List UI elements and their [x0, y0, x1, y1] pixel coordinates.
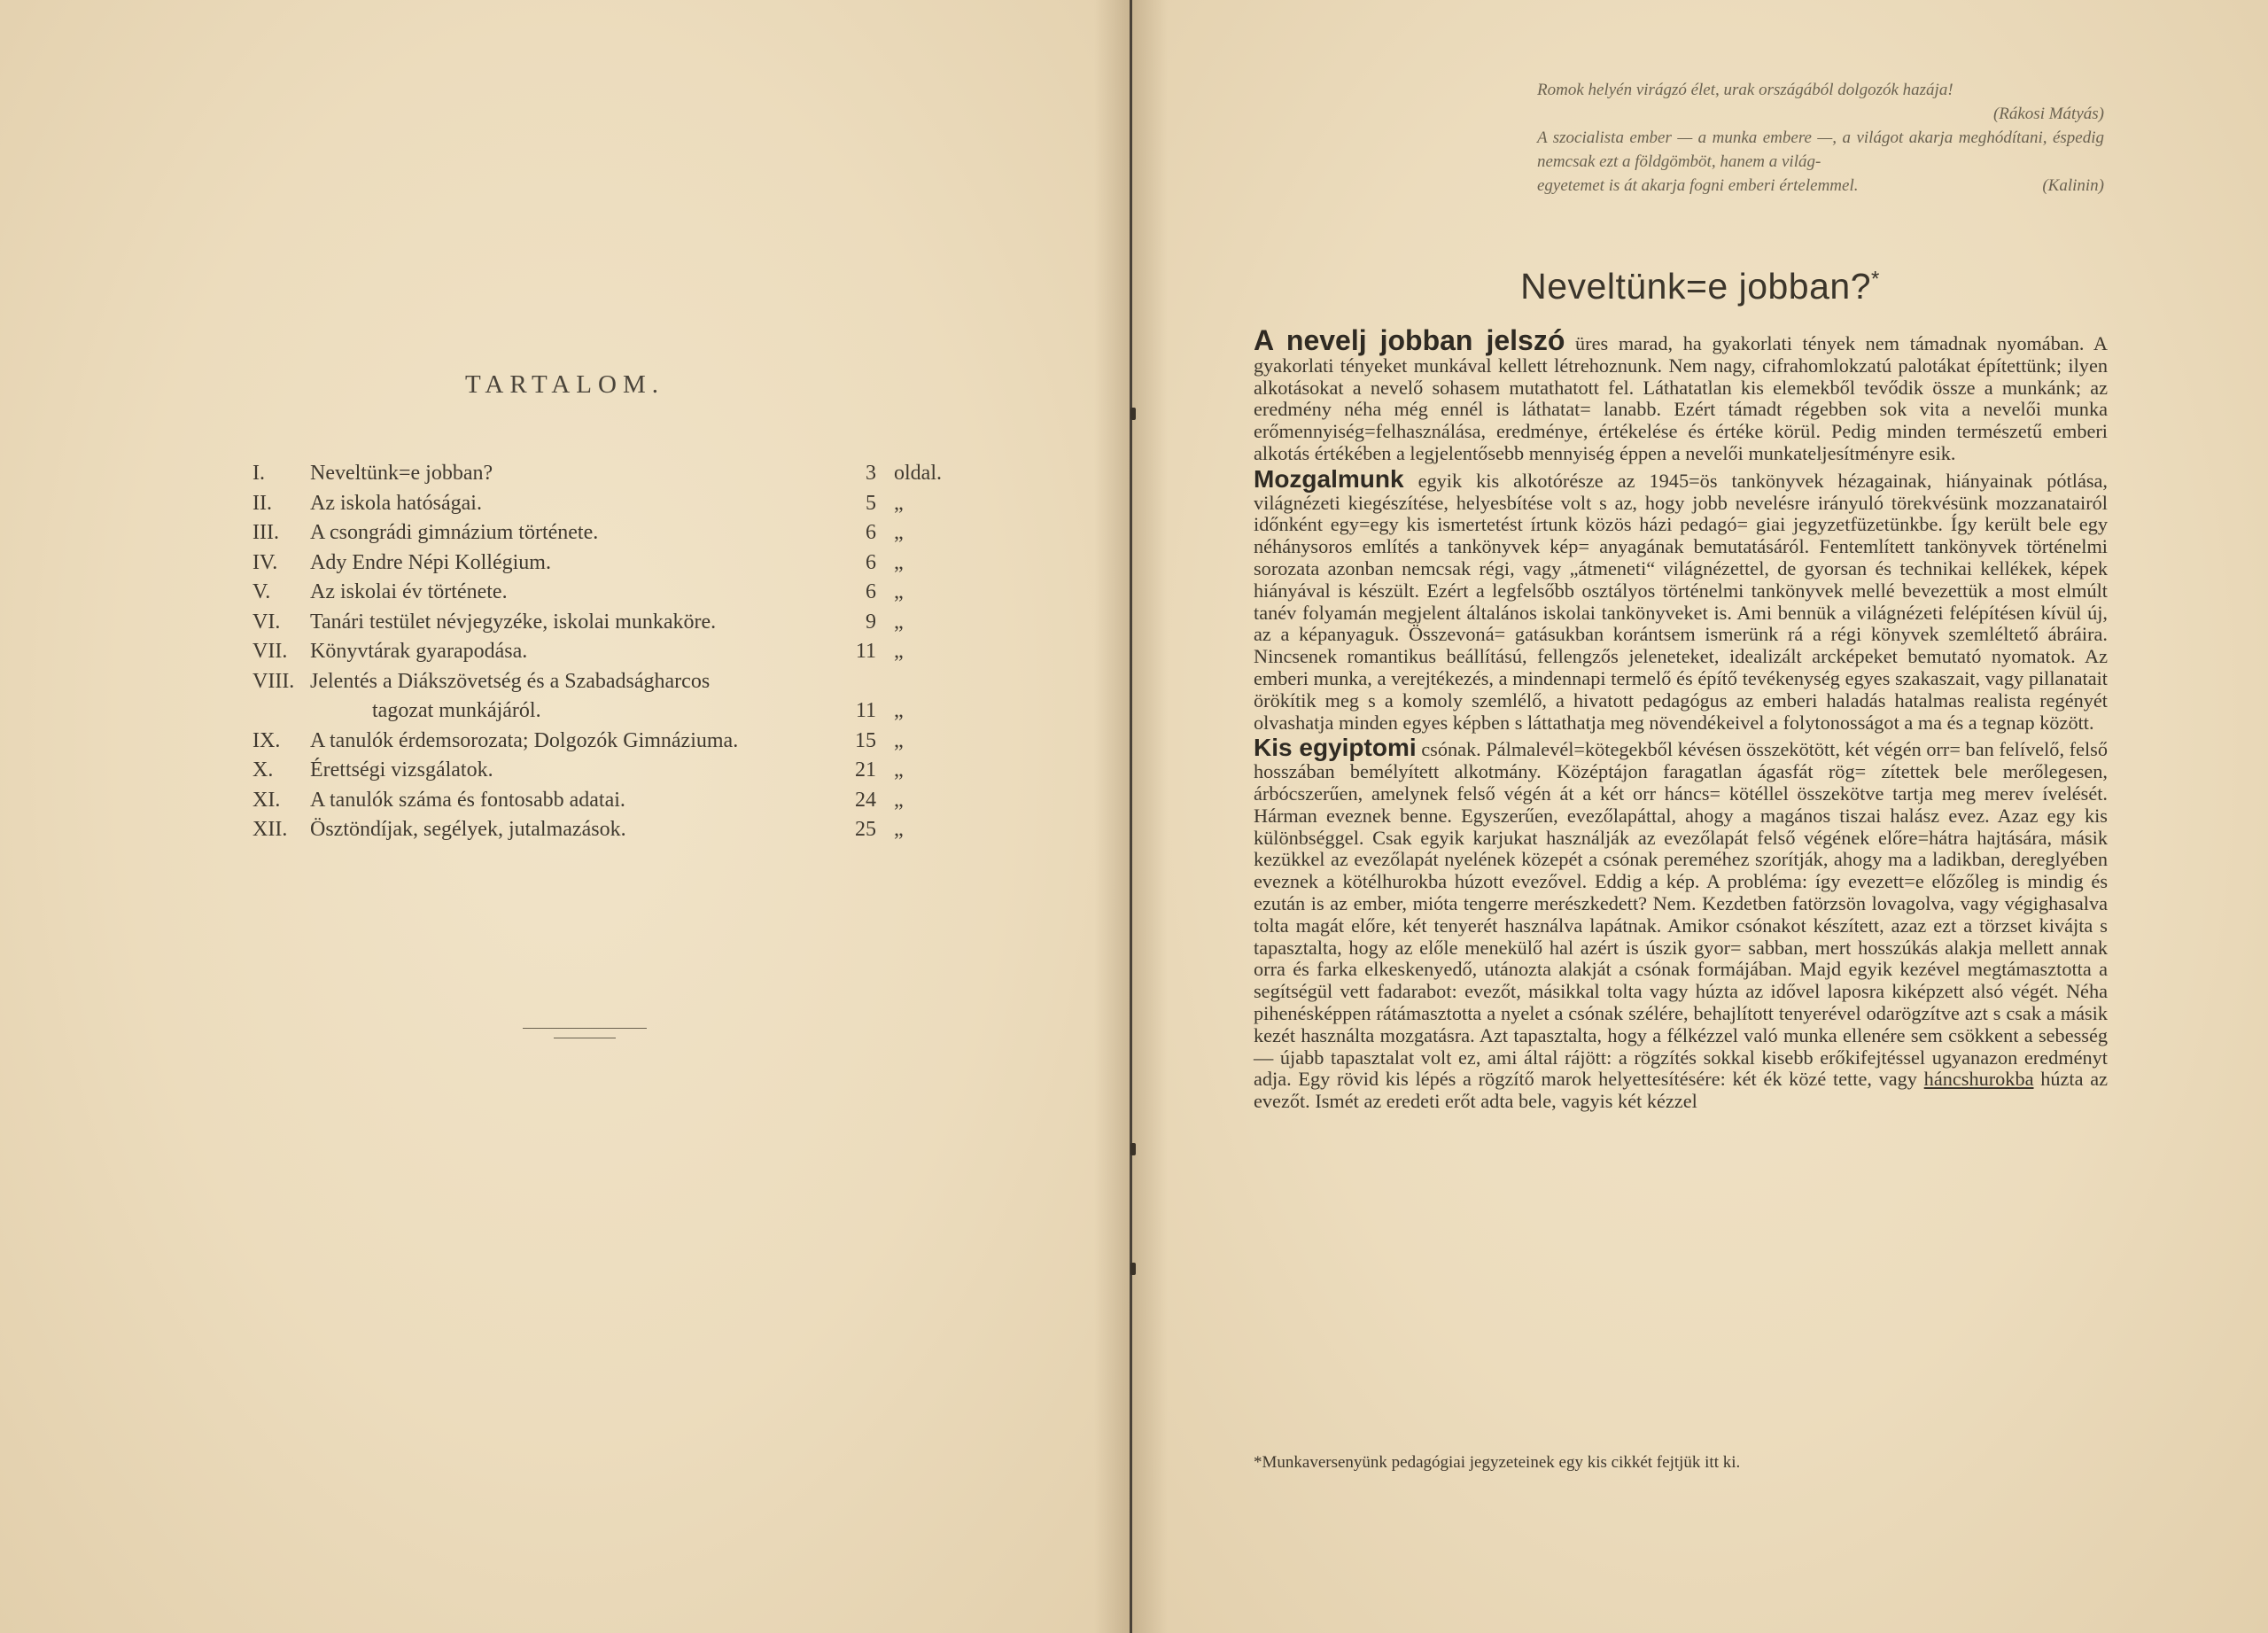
toc-page-number: 6: [866, 550, 876, 574]
toc-number: XI.: [252, 788, 281, 812]
footnote: *Munkaversenyünk pedagógiai jegyzeteinek egy kis cikkét fejtjük itt ki.: [1254, 1453, 1741, 1472]
toc-entry-title: A csongrádi gimnázium története.: [310, 521, 599, 544]
toc-page-number: 11: [855, 640, 876, 663]
toc-page-unit: „: [894, 758, 904, 782]
toc-page-number: 21: [855, 758, 876, 782]
toc-page-number: 25: [855, 818, 876, 841]
toc-number: XII.: [252, 818, 288, 841]
toc-entry-title: Neveltünk=e jobban?: [310, 462, 493, 485]
toc-page-number: 6: [866, 580, 876, 603]
article-body: [1254, 324, 2109, 1116]
article-title: [1132, 266, 2268, 307]
toc-entry: [252, 518, 952, 548]
toc-entry-title-line1: Jelentés a Diákszövetség és a Szabadságharcos: [310, 669, 711, 693]
toc-entry: [252, 548, 952, 579]
toc-number: IV.: [252, 550, 278, 574]
epigraph-quote-1: Romok helyén virágzó élet, urak országából dolgozók hazája!: [1537, 81, 1953, 99]
binding-mark: [1130, 1263, 1136, 1275]
toc-page-number: 11: [855, 699, 876, 722]
toc-entry: [252, 786, 952, 816]
toc-page-unit: „: [894, 491, 904, 515]
left-page: [0, 0, 1130, 1633]
toc-entry-title: Az iskolai év története.: [310, 580, 508, 603]
toc-number: X.: [252, 758, 274, 782]
toc-entry-title: Az iskola hatóságai.: [310, 491, 482, 515]
toc-page-unit: „: [894, 818, 904, 841]
toc-page-number: 6: [866, 521, 876, 544]
toc-page-unit: „: [894, 550, 904, 574]
epigraph-quote-2: A szocialista ember — a munka embere —, a világot akarja meghódítani, éspedig nemcsak ezt a földgömböt, hanem a világ-: [1537, 128, 2104, 171]
paragraph-text: egyik kis alkotórésze az 1945=ös tankönyvek hézagainak, hiányainak pótlása, világnézeti kiegészítése, helyesbítése volt s az, hogy jobb nevelésre irányuló törekvésünk mozzanatairól időnként egy=egy kis ismertetést írtunk közös házi pedagó= giai jegyzetfüzetünkbe. Így került bele egy néhánysoros említés a tankönyvek kép= anyagának bemutatásáról. Fentemlített tankönyvek történelmi sorozata azonban nemcsak régi, vagy „átmeneti“ világnézettel, de gyorsan és technikai kellékek, képek hiányával is készült. Ezért a legfelsőbb osztályos történelmi tankönyvek mellé bevezettük a most elmúlt tanév folyamán megjelent általános iskolai tankönyveket is. Ami bennük a világnézeti felépítésen kívül új, az a képanyaguk. Összevoná= gatásukban korántsem ismerünk rá a régi könyvek szemléltető ábráira. Nincsenek romantikus beállítású, fellengzős jeleneteket, idealizált arcképeket bemutató nyomatok. Az emberi munka, a verejtékezés, a mindennapi termelő és építő tevékenység egyes szakaszait, vagy pillanatait örökítik meg s a komoly szemlélő, a hivatott pedagógus az emberi haladás hatalmas realista regényét olvashatja minden egyes képben s láttathatja meg növendékeivel a folytonosságot a ma és a tegnap között.: [1254, 469, 2108, 734]
toc-entry-title-line2: tagozat munkájáról.: [372, 699, 541, 722]
binding-mark: [1130, 408, 1136, 420]
footnote-marker: *: [1871, 267, 1880, 292]
toc-entry: [252, 578, 952, 608]
epigraph-quote-2-end: egyetemet is át akarja fogni emberi értelemmel.: [1537, 176, 1859, 195]
toc-entry-title: A tanulók száma és fontosabb adatai.: [310, 788, 625, 812]
epigraph-attribution-1: (Rákosi Mátyás): [1992, 105, 2104, 123]
epigraph-attribution-2: (Kalinin): [2042, 176, 2104, 195]
toc-number: VIII.: [252, 669, 295, 693]
toc-entry: [252, 815, 952, 845]
paragraph-lead: Mozgalmunk: [1254, 464, 1404, 493]
toc-number: II.: [252, 491, 272, 515]
paragraph-text: üres marad, ha gyakorlati tények nem támadnak nyomában. A gyakorlati tényeket munkával kellett létrehoznunk. Nem nagy, cifrahomlokzatú palotákat építettünk; ilyen alkotásokat a nevelő sohasem mutathatott fel. Láthatatlan kis elemekből tevődik össze a munkánk; az eredmény néha még ennél is láthatat= lanabb. Ezért támadt régebben sok vita a nevelői munka erőmennyiség=felhasználása, eredménye, értékelése és értéke körül. Pedig minden természetű emberi alkotás értékében a legjelentősebb mennyiség éppen a nevelői munkateljesítményre esik.: [1254, 332, 2109, 464]
toc-page-number: 9: [866, 610, 876, 634]
paragraph: [1254, 324, 2109, 465]
toc-number: V.: [252, 580, 271, 603]
toc-page-unit: „: [894, 728, 904, 752]
toc-page-unit: „: [894, 580, 904, 603]
epigraph: [1537, 78, 2104, 198]
toc-entry-title: Ösztöndíjak, segélyek, jutalmazások.: [310, 818, 626, 841]
paragraph-text-end: húzta az evezőt. Ismét az eredeti erőt adta bele, vagyis két kézzel: [1254, 1068, 2108, 1113]
article-title-text: Neveltünk=e jobban?: [1520, 266, 1872, 307]
toc-number: IX.: [252, 728, 281, 752]
toc-entry: [252, 727, 952, 757]
paragraph: [1254, 734, 2108, 1113]
paragraph-lead: Kis egyiptomi: [1254, 734, 1417, 762]
toc-entry-title: Könyvtárak gyarapodása.: [310, 640, 528, 663]
toc-page-unit: „: [894, 610, 904, 634]
toc-entry: [252, 756, 952, 786]
toc-entry: [252, 667, 952, 727]
toc-number: III.: [252, 521, 279, 544]
toc-page-unit: oldal.: [894, 462, 942, 485]
toc-page-number: 24: [855, 788, 876, 812]
epigraph-quote-2-last-line: [1537, 174, 2104, 198]
underlined-word: háncshurokba: [1923, 1068, 2034, 1091]
toc-number: VII.: [252, 640, 288, 663]
toc-title: TARTALOM.: [465, 370, 664, 399]
toc-entry: [252, 459, 952, 489]
toc-entry-title: Érettségi vizsgálatok.: [310, 758, 493, 782]
gutter-shadow: [1094, 0, 1130, 1633]
decorative-rule: [523, 1028, 647, 1029]
gutter-shadow: [1132, 0, 1168, 1633]
toc-page-number: 3: [866, 462, 876, 485]
toc-entry-title: [310, 667, 823, 727]
toc-entry: [252, 637, 952, 667]
toc-entry: [252, 608, 952, 638]
toc-page-unit: „: [894, 699, 904, 722]
paragraph-lead: A nevelj jobban jelszó: [1254, 324, 1565, 356]
toc-entry-title: Tanári testület névjegyzéke, iskolai munkaköre.: [310, 610, 717, 634]
binding-mark: [1130, 1143, 1136, 1155]
toc-number: VI.: [252, 610, 281, 634]
toc-entry-title: Ady Endre Népi Kollégium.: [310, 550, 551, 574]
table-of-contents: [252, 459, 952, 845]
toc-number: I.: [252, 462, 265, 485]
toc-page-unit: „: [894, 640, 904, 663]
paragraph-text: csónak. Pálmalevél=kötegekből kévésen összekötött, két végén orr= ban felívelő, felső hosszában bemélyített alkotmány. Középtájon faragatlan ágasfát rög= zítettek bele merőlegesen, árbócszerűen, amelynek felső végén át a két orr háncs= kötéllel összekötve tartja meg merev ívelését. Hárman eveznek benne. Egyszerűen, evezőlapáttal, ahogy a magános tiszai halász evez. Azaz egy kis különbséggel. Csak egyik karjukat használják az evezőlapát felső végének előre=hátra hajtására, másik kezükkel az evezőlapát nyelének közepét a csónak pereméhez szorítják, ahogy ma a ladikban, dereglyében eveznek a kötélhurokba húzott evezővel. Eddig a kép. A probléma: így evezett=e előzőleg is mindig és ezután is az ember, mióta tengerre merészkedett? Nem. Kezdetben fatörzsön lovagolva, vagy végighasalva tolta magát előre, két tenyerét használva lapátnak. Amikor csónakot készített, azaz ezt a törzset kivájta s tapasztalta, hogy az előle menekülő hal azért is úszik gyor= sabban, mert hosszúkás alakja mellett annak orra és farka elkeskenyedő, utánozta alakját a csónak formájában. Majd egyik kezével megtámasztotta a segítségül vett fadarabot: evezőt, másikkal tolta vagy húzta az idővel laposra kiképzett alsó végét. Néha pihenésképpen rátámasztotta a nyelet a csónak szélére, behajlított tenyerével odarögzítve azt s csak a másik kezét használta mozgatásra. Azt tapasztalta, hogy a félkézzel való munka ellenére sem csökkent a sebesség — újabb tapasztalat volt ez, ami által rájött: a rögzítés sokkal kisebb erőkifejtéssel ugyanazon eredményt adja. Egy rövid kis lépés a rögzítő marok helyettesítésére: két ék közé tette, vagy: [1254, 738, 2108, 1091]
paragraph: [1254, 464, 2108, 735]
toc-page-unit: „: [894, 521, 904, 544]
toc-page-number: 5: [866, 491, 876, 515]
toc-entry: [252, 489, 952, 519]
toc-page-unit: „: [894, 788, 904, 812]
toc-page-number: 15: [855, 728, 876, 752]
toc-entry-title: A tanulók érdemsorozata; Dolgozók Gimnáziuma.: [310, 728, 739, 752]
